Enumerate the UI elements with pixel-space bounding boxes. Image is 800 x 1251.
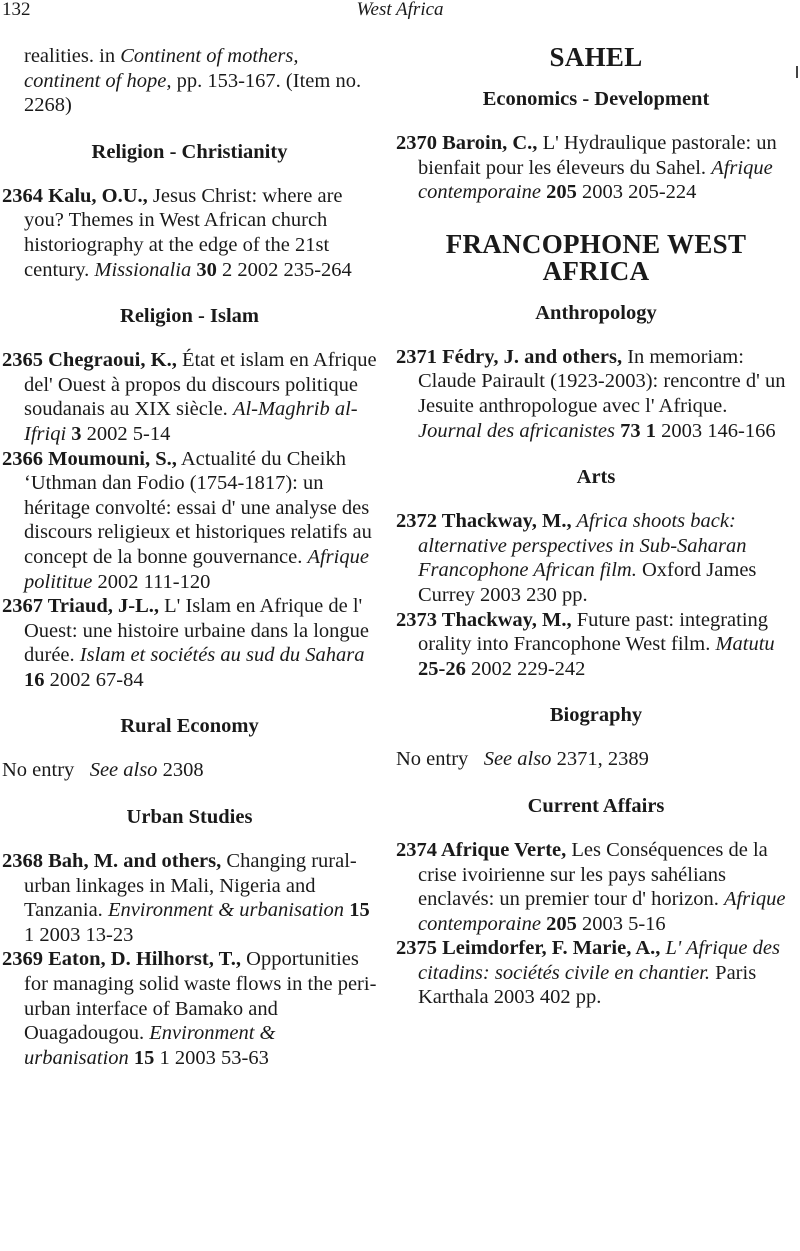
bib-entry-2373: 2373 Thackway, M., Future past: integrating orality into Francophone West film. Matutu 25-26 2002 229-242: [396, 608, 775, 680]
bib-entry-2364: 2364 Kalu, O.U., Jesus Christ: where are you? Themes in West African church historiography at the edge of the 21st century. Missionalia 30 2 2002 235-264: [2, 184, 352, 281]
running-title: West Africa: [356, 0, 444, 20]
continuation-entry: realities. in Continent of mothers, continent of hope, pp. 153-167. (Item no. 2268): [24, 45, 362, 117]
bib-entry-2371: 2371 Fédry, J. and others, In memoriam: Claude Pairault (1923-2003): rencontre d' un Jesuite anthropologue avec l' Afrique. Journal des africanistes 73 1 2003 146-166: [396, 345, 786, 442]
section-heading: Religion - Islam: [120, 305, 259, 328]
region-heading-francophone: FRANCOPHONE WEST AFRICA: [445, 228, 747, 286]
section-heading: Arts: [576, 466, 616, 489]
bib-entry-2370: 2370 Baroin, C., L' Hydraulique pastorale: un bienfait pour les éleveurs du Sahel. Afrique contemporaine 205 2003 205-224: [396, 132, 777, 204]
section-heading: Religion - Christianity: [91, 140, 288, 163]
bib-entry-2366: 2366 Moumouni, S., Actualité du Cheikh ‘Uthman dan Fodio (1754-1817): un héritage convolté: essai d' une analyse des discours religieux et historiques relatifs au concept de la bonne gouvernance. Afrique polititue 2002 111-120: [2, 447, 372, 593]
bib-entry-2375: 2375 Leimdorfer, F. Marie, A., L' Afrique des citadins: sociétés civile en chantier. Paris Karthala 2003 402 pp.: [396, 937, 780, 1009]
running-head: [0, 0, 800, 22]
bib-entry-2367: 2367 Triaud, J-L., L' Islam en Afrique de l' Ouest: une histoire urbaine dans la longue durée. Islam et sociétés au sud du Sahara 16 2002 67-84: [2, 595, 369, 691]
bib-entry-2368: 2368 Bah, M. and others, Changing rural-urban linkages in Mali, Nigeria and Tanzania. Environment & urbanisation 15 1 2003 13-23: [2, 850, 370, 946]
section-heading: Anthropology: [535, 301, 657, 324]
section-heading: Urban Studies: [126, 806, 253, 829]
section-heading: Economics - Development: [482, 88, 710, 110]
region-heading-sahel: SAHEL: [549, 42, 643, 72]
bib-entry-2369: 2369 Eaton, D. Hilhorst, T., Opportunities for managing solid waste flows in the peri-urban interface of Bamako and Ouagadougou. Environment & urbanisation 15 1 2003 53-63: [2, 948, 377, 1069]
no-entry-note: No entry See also 2308: [2, 759, 204, 782]
section-heading: Current Affairs: [527, 794, 665, 817]
edge-mark: [796, 66, 798, 78]
page-number: 132: [2, 0, 31, 20]
no-entry-note: No entry See also 2371, 2389: [396, 748, 649, 771]
right-column: [396, 44, 796, 1010]
bib-entry-2365: 2365 Chegraoui, K., État et islam en Afrique del' Ouest à propos du discours politique soudanais au XIX siècle. Al-Maghrib al-Ifriqi 3 2002 5-14: [2, 349, 377, 445]
section-heading: Biography: [549, 704, 643, 727]
bib-entry-2372: 2372 Thackway, M., Africa shoots back: alternative perspectives in Sub-Saharan Francophone African film. Oxford James Currey 2003 230 pp.: [396, 510, 757, 606]
section-heading: Rural Economy: [120, 715, 259, 738]
bib-entry-2374: 2374 Afrique Verte, Les Conséquences de la crise ivoirienne sur les pays sahélians enclavés: un premier tour d' horizon. Afrique contemporaine 205 2003 5-16: [396, 838, 786, 935]
left-column: [2, 44, 377, 1070]
